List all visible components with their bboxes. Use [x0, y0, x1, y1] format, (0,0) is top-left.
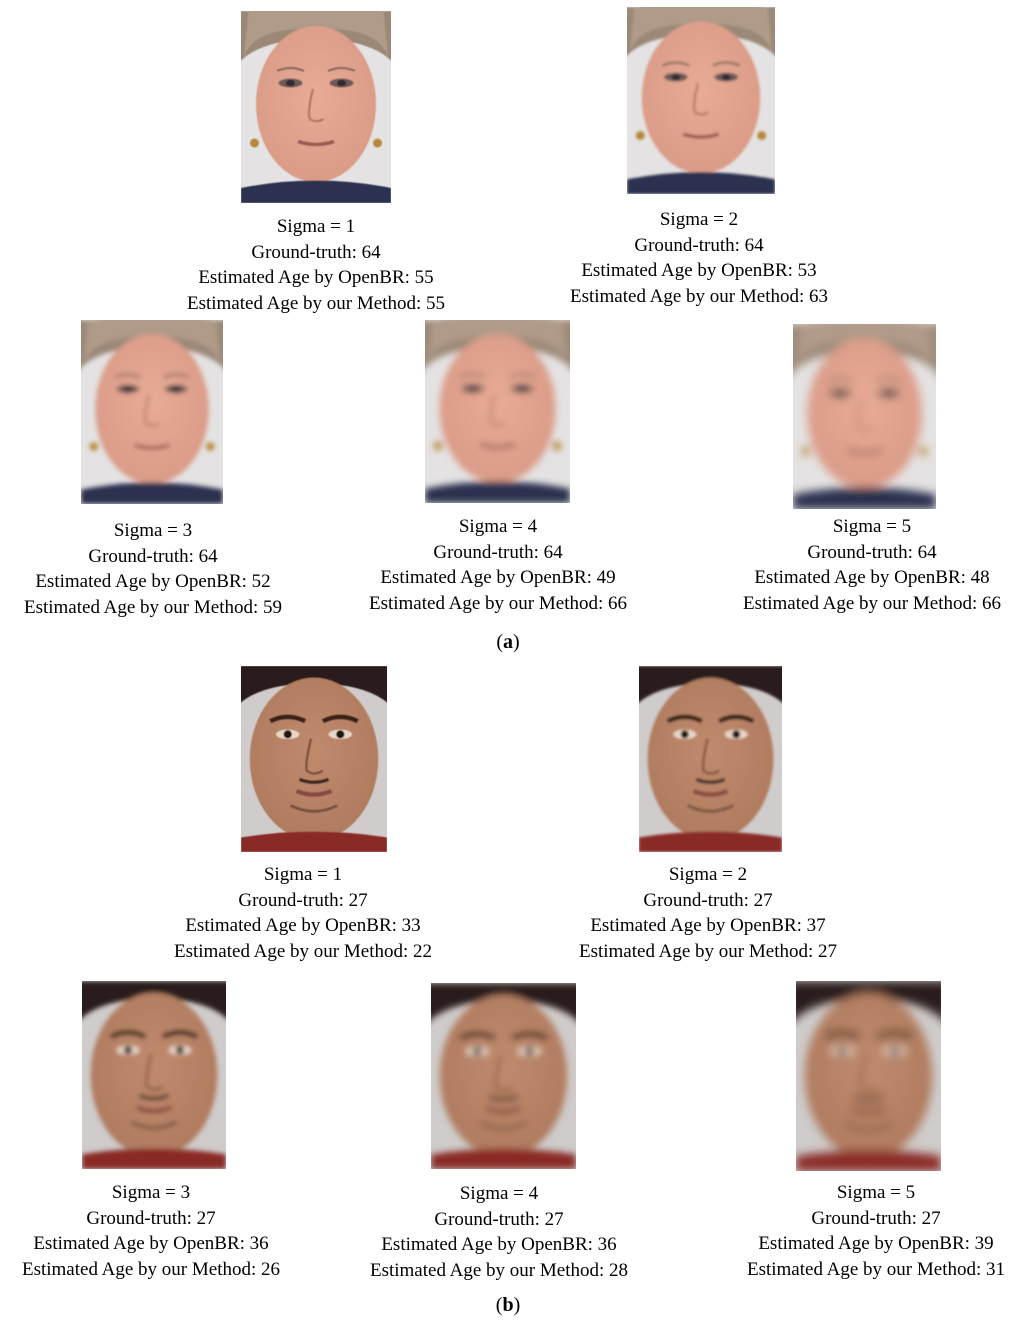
- sigma-label: Sigma = 1: [263, 864, 343, 885]
- our-method-estimate-label: Estimated Age by our Method: 63: [569, 285, 829, 307]
- caption-a-sigma-3: [3, 518, 303, 620]
- openbr-estimate-label: Estimated Age by OpenBR: 52: [35, 571, 271, 593]
- sigma-label: Sigma = 2: [659, 209, 739, 230]
- face-image-a-sigma-1: [241, 11, 391, 203]
- sigma-label: Sigma = 5: [832, 516, 912, 537]
- ground-truth-label: Ground-truth: 64: [251, 241, 381, 263]
- ground-truth-label: Ground-truth: 64: [433, 541, 563, 563]
- openbr-estimate-label: Estimated Age by OpenBR: 49: [380, 567, 616, 589]
- openbr-estimate-label: Estimated Age by OpenBR: 53: [581, 260, 817, 282]
- ground-truth-label: Ground-truth: 27: [434, 1208, 564, 1230]
- caption-a-sigma-5: [722, 514, 1022, 616]
- panel-label-b: (b): [495, 1294, 521, 1316]
- face-image-a-sigma-5: [793, 324, 936, 509]
- face-image-b-sigma-4: [431, 983, 576, 1169]
- ground-truth-label: Ground-truth: 27: [811, 1207, 941, 1229]
- openbr-estimate-label: Estimated Age by OpenBR: 55: [198, 267, 434, 289]
- caption-a-sigma-4: [348, 514, 648, 616]
- our-method-estimate-label: Estimated Age by our Method: 26: [21, 1258, 281, 1280]
- openbr-estimate-label: Estimated Age by OpenBR: 36: [33, 1233, 269, 1255]
- caption-b-sigma-5: [726, 1180, 1024, 1282]
- our-method-estimate-label: Estimated Age by our Method: 66: [742, 592, 1002, 614]
- face-image-b-sigma-3: [82, 981, 226, 1169]
- ground-truth-label: Ground-truth: 64: [807, 541, 937, 563]
- our-method-estimate-label: Estimated Age by our Method: 22: [173, 940, 433, 962]
- caption-b-sigma-3: [1, 1180, 301, 1282]
- our-method-estimate-label: Estimated Age by our Method: 31: [746, 1258, 1006, 1280]
- ground-truth-label: Ground-truth: 27: [238, 889, 368, 911]
- caption-b-sigma-2: [558, 862, 858, 964]
- face-image-a-sigma-4: [425, 320, 570, 503]
- ground-truth-label: Ground-truth: 27: [643, 889, 773, 911]
- our-method-estimate-label: Estimated Age by our Method: 59: [23, 596, 283, 618]
- sigma-label: Sigma = 3: [111, 1182, 191, 1203]
- openbr-estimate-label: Estimated Age by OpenBR: 33: [185, 915, 421, 937]
- ground-truth-label: Ground-truth: 27: [86, 1207, 216, 1229]
- caption-a-sigma-2: [549, 207, 849, 309]
- openbr-estimate-label: Estimated Age by OpenBR: 39: [758, 1233, 994, 1255]
- our-method-estimate-label: Estimated Age by our Method: 66: [368, 592, 628, 614]
- face-image-b-sigma-2: [639, 666, 782, 852]
- face-image-b-sigma-5: [796, 981, 941, 1171]
- face-image-a-sigma-3: [81, 320, 223, 504]
- openbr-estimate-label: Estimated Age by OpenBR: 48: [754, 567, 990, 589]
- our-method-estimate-label: Estimated Age by our Method: 28: [369, 1259, 629, 1281]
- face-image-b-sigma-1: [241, 666, 387, 852]
- panel-label-a: (a): [496, 631, 520, 653]
- sigma-label: Sigma = 3: [113, 520, 193, 541]
- caption-b-sigma-1: [153, 862, 453, 964]
- sigma-label: Sigma = 2: [668, 864, 748, 885]
- sigma-label: Sigma = 4: [459, 1183, 539, 1204]
- sigma-label: Sigma = 5: [836, 1182, 916, 1203]
- openbr-estimate-label: Estimated Age by OpenBR: 36: [381, 1234, 617, 1256]
- our-method-estimate-label: Estimated Age by our Method: 27: [578, 940, 838, 962]
- caption-b-sigma-4: [349, 1181, 649, 1283]
- openbr-estimate-label: Estimated Age by OpenBR: 37: [590, 915, 826, 937]
- ground-truth-label: Ground-truth: 64: [634, 234, 764, 256]
- sigma-label: Sigma = 4: [458, 516, 538, 537]
- our-method-estimate-label: Estimated Age by our Method: 55: [186, 292, 446, 314]
- face-image-a-sigma-2: [627, 7, 775, 194]
- caption-a-sigma-1: [166, 214, 466, 316]
- ground-truth-label: Ground-truth: 64: [88, 545, 218, 567]
- sigma-label: Sigma = 1: [276, 216, 356, 237]
